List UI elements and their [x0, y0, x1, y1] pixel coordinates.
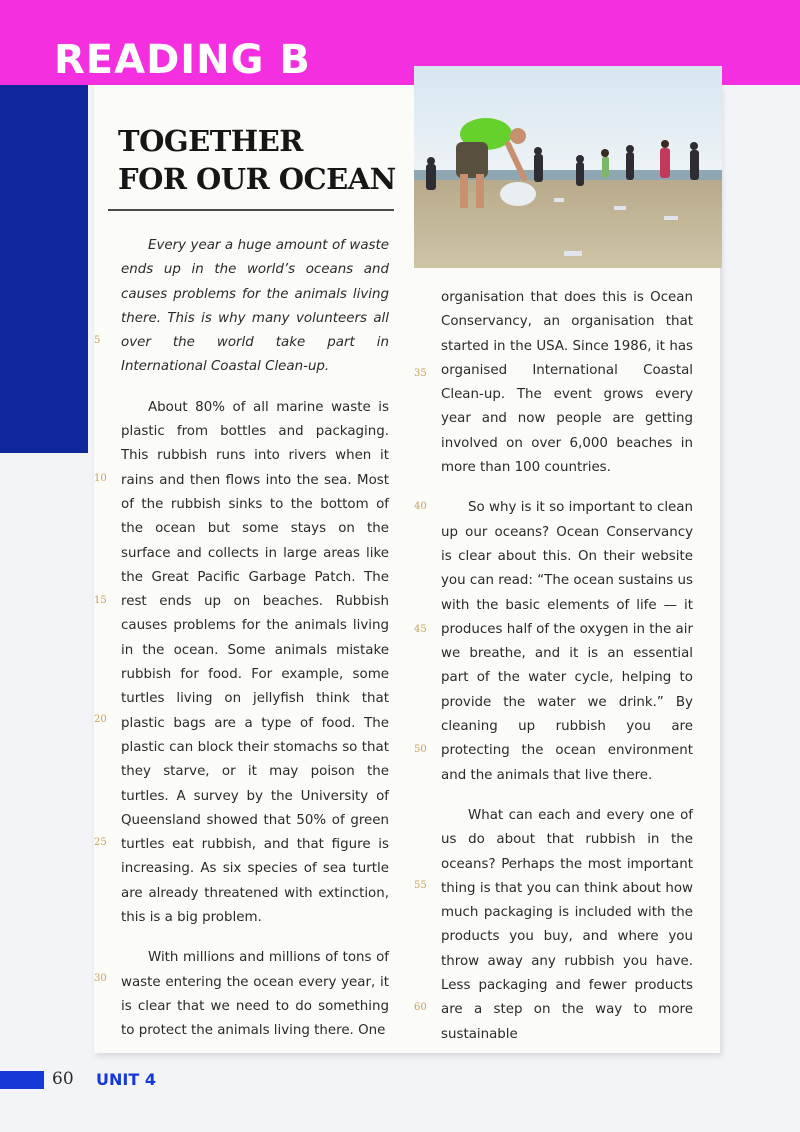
body-paragraph: About 80% of all marine waste is plastic from bottles and packaging. This rubbish runs into rivers when it rains and then flows into the sea. Most of the rubbish sinks to the bottom of the ocean but some stays on the surface and collects in large areas like the Great Pacific Garbage Patch. The rest ends up on beaches. Rubbish causes problems for the animals living in the ocean. Some animals mistake rubbish for food. For example, some turtles living on jellyfish think that plastic bags are a type of food. The plastic can block their stomachs so that they starve, or it may poison the turtles. A survey by the University of Queensland showed that 50% of green turtles eat rubbish, and that figure is increasing. As six species of sea turtle are already threatened with extinction, this is a big problem. [121, 399, 389, 926]
body-paragraph: What can each and every one of us do about that rubbish in the oceans? Perhaps the most important thing is that you can think about how much packaging is included with the products you buy, and where you throw away any rubbish you have. Less packaging and fewer products are a step on the way to more sustainable [441, 807, 693, 1042]
line-number: 25 [94, 837, 107, 848]
article-title-line-2: FOR OUR OCEAN [118, 162, 396, 196]
footer-accent-bar [0, 1071, 44, 1089]
body-paragraph: With millions and millions of tons of waste entering the ocean every year, it is clear that we need to do something to protect the animals living there. One [121, 950, 389, 1039]
line-number: 5 [94, 335, 101, 346]
beach-cleanup-photo [414, 66, 722, 268]
line-number: 10 [94, 473, 107, 484]
section-label: READING B [54, 37, 311, 83]
article-title [118, 122, 408, 198]
line-number: 40 [414, 501, 427, 512]
line-number: 30 [94, 973, 107, 984]
line-number: 20 [94, 714, 107, 725]
intro-paragraph: Every year a huge amount of waste ends up in the world’s oceans and causes problems for the animals living there. This is why many volunteers all over the world take part in International Coastal Clean-up. [121, 238, 389, 375]
line-number: 50 [414, 744, 427, 755]
side-accent-bar [0, 85, 88, 453]
right-column [441, 286, 693, 1047]
left-column [121, 234, 389, 1044]
body-paragraph: So why is it so important to clean up our oceans? Ocean Conservancy is clear about this. On their website you can read: “The ocean sustains us with the basic elements of life — it produces half of the oxygen in the air we breathe, and it is an essential part of the water cycle, helping to provide the water we drink.” By cleaning up rubbish you are protecting the ocean environment and the animals that live there. [441, 500, 693, 783]
line-number: 35 [414, 368, 427, 379]
line-number: 55 [414, 880, 427, 891]
unit-label: UNIT 4 [96, 1070, 156, 1089]
line-number: 45 [414, 624, 427, 635]
title-rule [108, 209, 394, 211]
line-number: 60 [414, 1002, 427, 1013]
line-number: 15 [94, 595, 107, 606]
article-title-line-1: TOGETHER [118, 124, 303, 158]
body-paragraph: organisation that does this is Ocean Conservancy, an organisation that started in the USA. Since 1986, it has organised International Coastal Clean-up. The event grows every year and now people are getting involved on over 6,000 beaches in more than 100 countries. [441, 290, 693, 476]
page-number: 60 [52, 1069, 74, 1089]
